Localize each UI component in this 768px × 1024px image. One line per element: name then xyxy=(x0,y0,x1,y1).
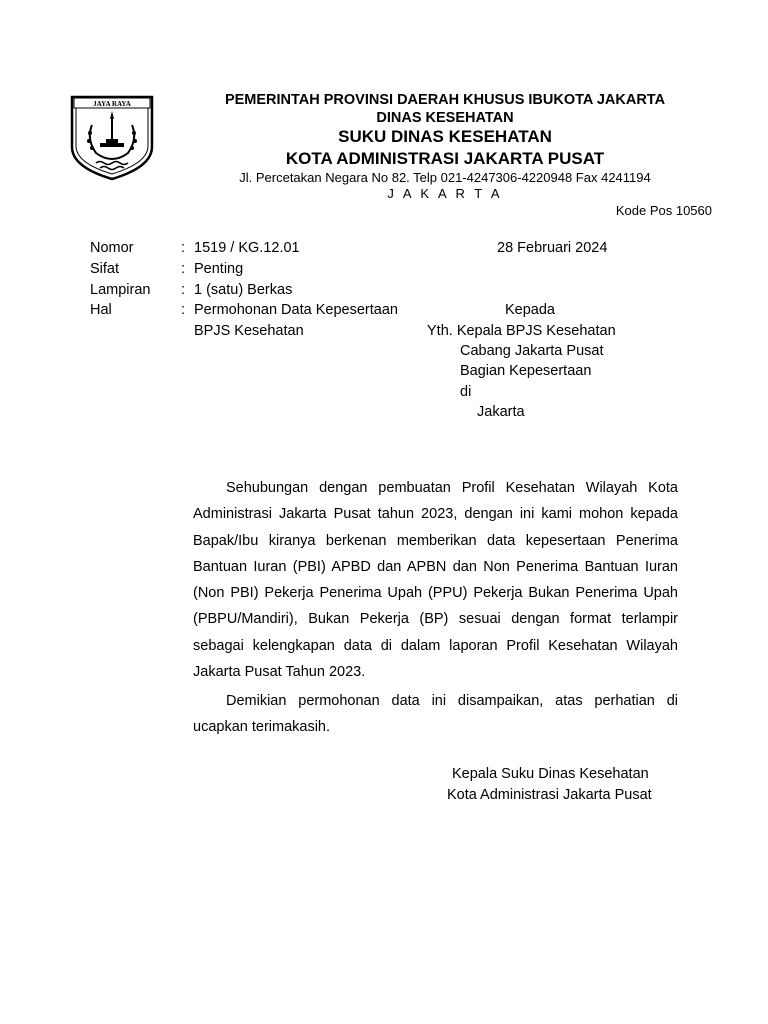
signature-title-line2: Kota Administrasi Jakarta Pusat xyxy=(447,787,652,803)
letterhead-city-administration: KOTA ADMINISTRASI JAKARTA PUSAT xyxy=(285,149,605,168)
hal-label: Hal xyxy=(90,302,112,318)
nomor-colon: : xyxy=(181,240,186,256)
letterhead-city: J A K A R T A xyxy=(387,186,503,201)
recipient-line4: di xyxy=(460,384,472,400)
recipient-city: Jakarta xyxy=(477,404,525,420)
emblem-banner-text: JAYA RAYA xyxy=(93,100,131,108)
recipient-kepada: Kepada xyxy=(505,302,555,318)
letterhead-address: Jl. Percetakan Negara No 82. Telp 021-4247306-4220948 Fax 4241194 xyxy=(239,170,651,185)
recipient-line1: Yth. Kepala BPJS Kesehatan xyxy=(427,323,616,339)
sifat-value: Penting xyxy=(194,261,244,277)
letterhead-postal-code: Kode Pos 10560 xyxy=(615,203,712,218)
recipient-line2: Cabang Jakarta Pusat xyxy=(460,343,604,359)
hal-value-line2: BPJS Kesehatan xyxy=(194,323,304,339)
letterhead-department: DINAS KESEHATAN xyxy=(376,110,514,126)
jakarta-emblem-logo xyxy=(70,95,154,181)
body-paragraph-1: Sehubungan dengan pembuatan Profil Kesehatan Wilayah Kota Administrasi Jakarta Pusat tahun 2023, dengan ini kami mohon kepada Bapak/Ibu kiranya berkenan memberikan data kepesertaan Penerima Bantuan Iuran (PBI) APBD dan APBN dan Non Penerima Bantuan Iuran (Non PBI) Pekerja Penerima Upah (PPU) Pekerja Bukan Penerima Upah (PBPU/Mandiri), Bukan Pekerja (BP) sesuai dengan format terlampir sebagai kelengkapan data di dalam laporan Profil Kesehatan Wilayah Jakarta Pusat Tahun 2023. xyxy=(193,480,678,681)
hal-value-line1: Permohonan Data Kepesertaan xyxy=(194,302,398,318)
letter-date: 28 Februari 2024 xyxy=(497,240,608,256)
letterhead-government: PEMERINTAH PROVINSI DAERAH KHUSUS IBUKOTA JAKARTA xyxy=(224,92,666,108)
body-paragraph-2: Demikian permohonan data ini disampaikan, atas perhatian di ucapkan terimakasih. xyxy=(193,693,678,736)
lampiran-colon: : xyxy=(181,282,186,298)
signature-title-line1: Kepala Suku Dinas Kesehatan xyxy=(452,766,649,782)
lampiran-value: 1 (satu) Berkas xyxy=(194,282,293,298)
lampiran-label: Lampiran xyxy=(90,282,151,298)
sifat-label: Sifat xyxy=(90,261,120,277)
hal-colon: : xyxy=(181,302,186,318)
nomor-value: 1519 / KG.12.01 xyxy=(194,240,300,256)
nomor-label: Nomor xyxy=(90,240,134,256)
sifat-colon: : xyxy=(181,261,186,277)
recipient-line3: Bagian Kepesertaan xyxy=(460,363,592,379)
letterhead-sub-department: SUKU DINAS KESEHATAN xyxy=(338,127,552,146)
